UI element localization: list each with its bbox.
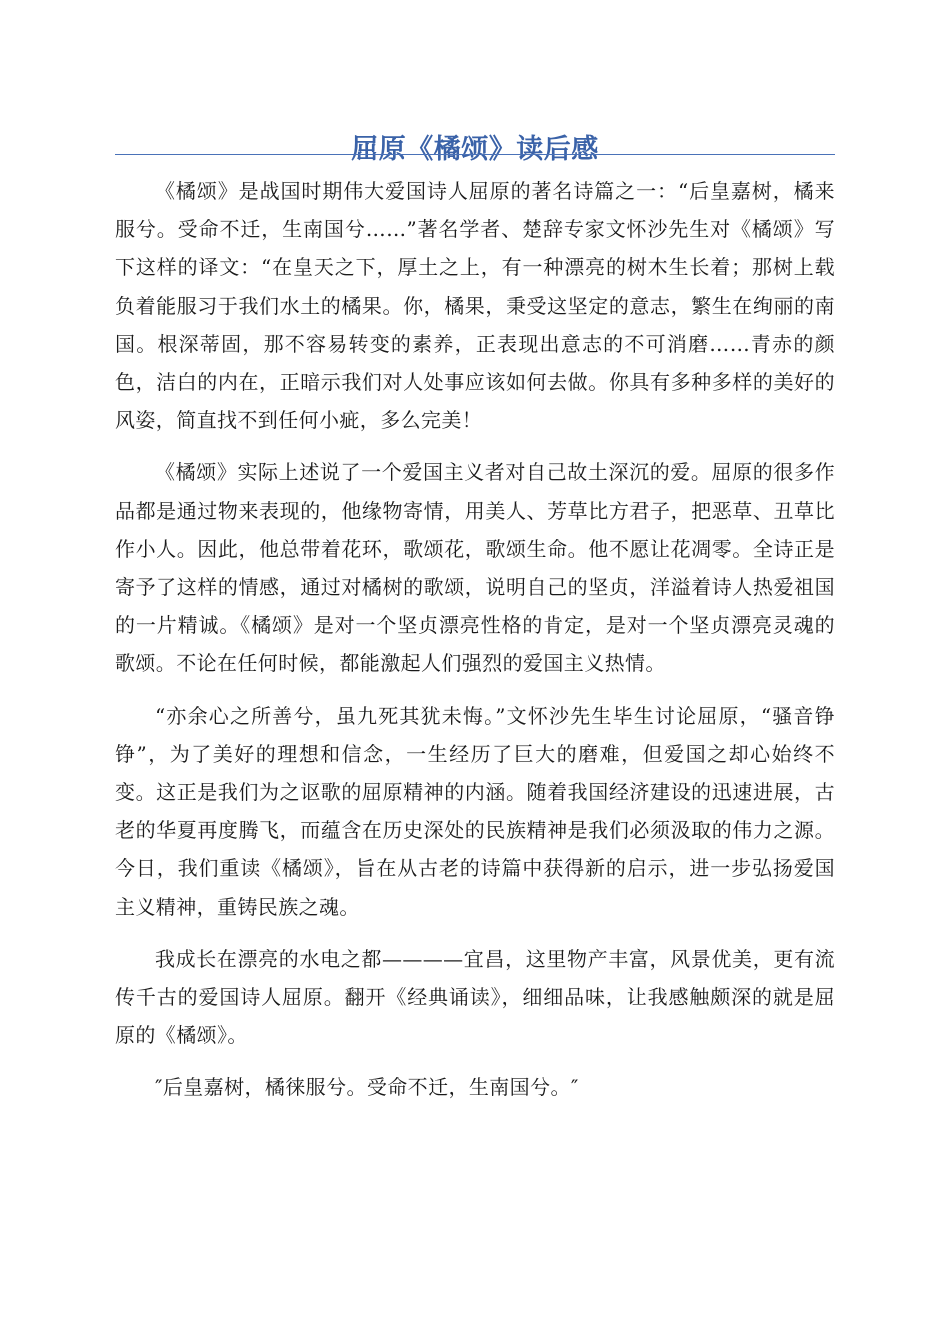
paragraph-1: 《橘颂》是战国时期伟大爱国诗人屈原的著名诗篇之一：“后皇嘉树，橘来服兮。受命不迁，生南国兮……”著名学者、楚辞专家文怀沙先生对《橘颂》写下这样的译文：“在皇天之下，厚土之上，有一种漂亮的树木生长着；那树上载负着能服习于我们水土的橘果。你，橘果，秉受这坚定的意志，繁生在绚丽的南国。根深蒂固，那不容易转变的素养，正表现出意志的不可消磨……青赤的颜色，洁白的内在，正暗示我们对人处事应该如何去做。你具有多种多样的美好的风姿，简直找不到任何小疵，多么完美！ xyxy=(115,179,835,433)
document-body xyxy=(115,172,835,1121)
paragraph-4: 我成长在漂亮的水电之都————宜昌，这里物产丰富，风景优美，更有流传千古的爱国诗人屈原。翻开《经典诵读》，细细品味，让我感触颇深的就是屈原的《橘颂》。 xyxy=(115,946,835,1048)
title-underline xyxy=(115,154,835,155)
paragraph-3: “亦余心之所善兮，虽九死其犹未悔。”文怀沙先生毕生讨论屈原，“骚音铮铮”，为了美好的理想和信念，一生经历了巨大的磨难，但爱国之却心始终不变。这正是我们为之讴歌的屈原精神的内涵。随着我国经济建设的迅速进展，古老的华夏再度腾飞，而蕴含在历史深处的民族精神是我们必须汲取的伟力之源。今日，我们重读《橘颂》，旨在从古老的诗篇中获得新的启示，进一步弘扬爱国主义精神，重铸民族之魂。 xyxy=(115,703,835,919)
document-title: 屈原《橘颂》读后感 xyxy=(351,134,599,166)
paragraph-5: ″后皇嘉树，橘徕服兮。受命不迁，生南国兮。″ xyxy=(155,1075,579,1100)
paragraph-2: 《橘颂》实际上述说了一个爱国主义者对自己故土深沉的爱。屈原的很多作品都是通过物来表现的，他缘物寄情，用美人、芳草比方君子，把恶草、丑草比作小人。因此，他总带着花环，歌颂花，歌颂生命。他不愿让花凋零。全诗正是寄予了这样的情感，通过对橘树的歌颂，说明自己的坚贞，洋溢着诗人热爱祖国的一片精诚。《橘颂》是对一个坚贞漂亮性格的肯定，是对一个坚贞漂亮灵魂的歌颂。不论在任何时候，都能激起人们强烈的爱国主义热情。 xyxy=(115,460,835,676)
